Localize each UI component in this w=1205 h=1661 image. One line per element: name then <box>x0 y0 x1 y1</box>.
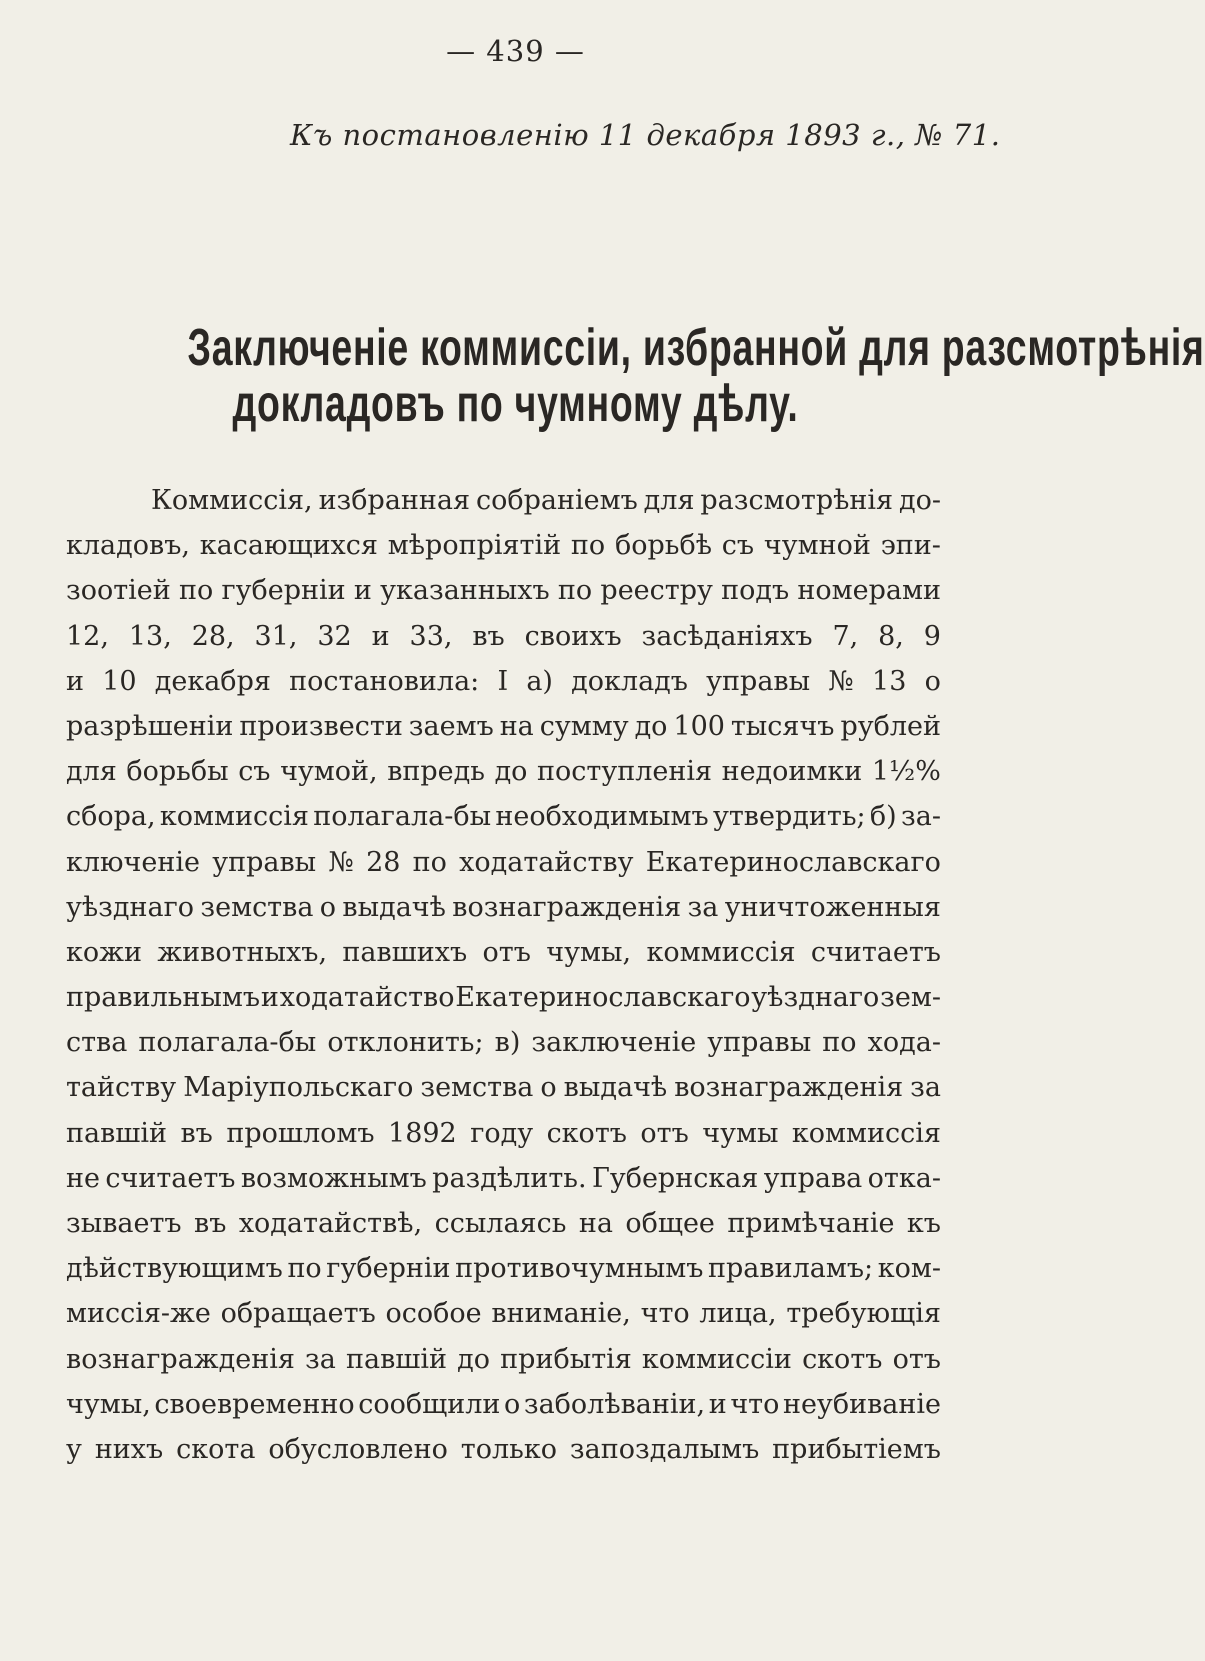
body-line: сбора, коммиссія полагала-бы необходимымъ утвердить; б) за- <box>66 801 941 833</box>
body-line: миссія-же обращаетъ особое вниманіе, что лица, требующія <box>66 1298 941 1330</box>
body-line: не считаетъ возможнымъ раздѣлить. Губернская управа отка- <box>66 1162 941 1194</box>
body-line: чумы, своевременно сообщили о заболѣваніи, и что неубиваніе <box>66 1388 941 1420</box>
body-line: кладовъ, касающихся мѣропріятій по борьбѣ съ чумной эпи- <box>66 530 941 562</box>
body-line: Коммиссія, избранная собраніемъ для разсмотрѣнія до- <box>151 485 941 516</box>
resolution-reference: Къ постановленію 11 декабря 1893 г., № 71. <box>290 118 1001 152</box>
body-line: 12, 13, 28, 31, 32 и 33, въ своихъ засѣданіяхъ 7, 8, 9 <box>66 620 941 652</box>
body-line: правильнымъ и ходатайство Екатеринославскаго уѣзднаго зем- <box>66 982 941 1014</box>
body-line: для борьбы съ чумой, впредь до поступленія недоимки 1½% <box>66 756 941 788</box>
body-line: дѣйствующимъ по губерніи противочумнымъ правиламъ; ком- <box>66 1253 941 1285</box>
body-line: вознагражденія за павшій до прибытія коммиссіи скотъ отъ <box>66 1343 941 1375</box>
body-paragraph <box>66 478 941 1472</box>
body-line: тайству Маріупольскаго земства о выдачѣ вознагражденія за <box>66 1072 941 1104</box>
body-line: кожи животныхъ, павшихъ отъ чумы, коммиссія считаетъ <box>66 936 941 968</box>
body-line: ства полагала-бы отклонить; в) заключеніе управы по хода- <box>66 1027 941 1059</box>
body-line: разрѣшеніи произвести заемъ на сумму до 100 тысячъ рублей <box>66 710 941 742</box>
body-line: ключеніе управы № 28 по ходатайству Екатеринославскаго <box>66 846 941 878</box>
body-line: павшій въ прошломъ 1892 году скотъ отъ чумы коммиссія <box>66 1117 941 1149</box>
page-number: — 439 — <box>446 34 585 68</box>
body-line: уѣзднаго земства о выдачѣ вознагражденія за уничтоженныя <box>66 891 941 923</box>
body-line: и 10 декабря постановила: I а) докладъ управы № 13 о <box>66 665 941 697</box>
body-line: у нихъ скота обусловлено только запоздалымъ прибытіемъ <box>66 1433 941 1465</box>
body-line: зоотіей по губерніи и указанныхъ по реестру подъ номерами <box>66 575 941 607</box>
body-line: зываетъ въ ходатайствѣ, ссылаясь на общее примѣчаніе къ <box>66 1208 941 1239</box>
title-line-2: докладовъ по чумному дѣлу. <box>232 375 799 433</box>
title-line-1: Заключеніе коммиссіи, избранной для разсмотрѣнія <box>187 319 1205 377</box>
document-title <box>60 319 1205 433</box>
